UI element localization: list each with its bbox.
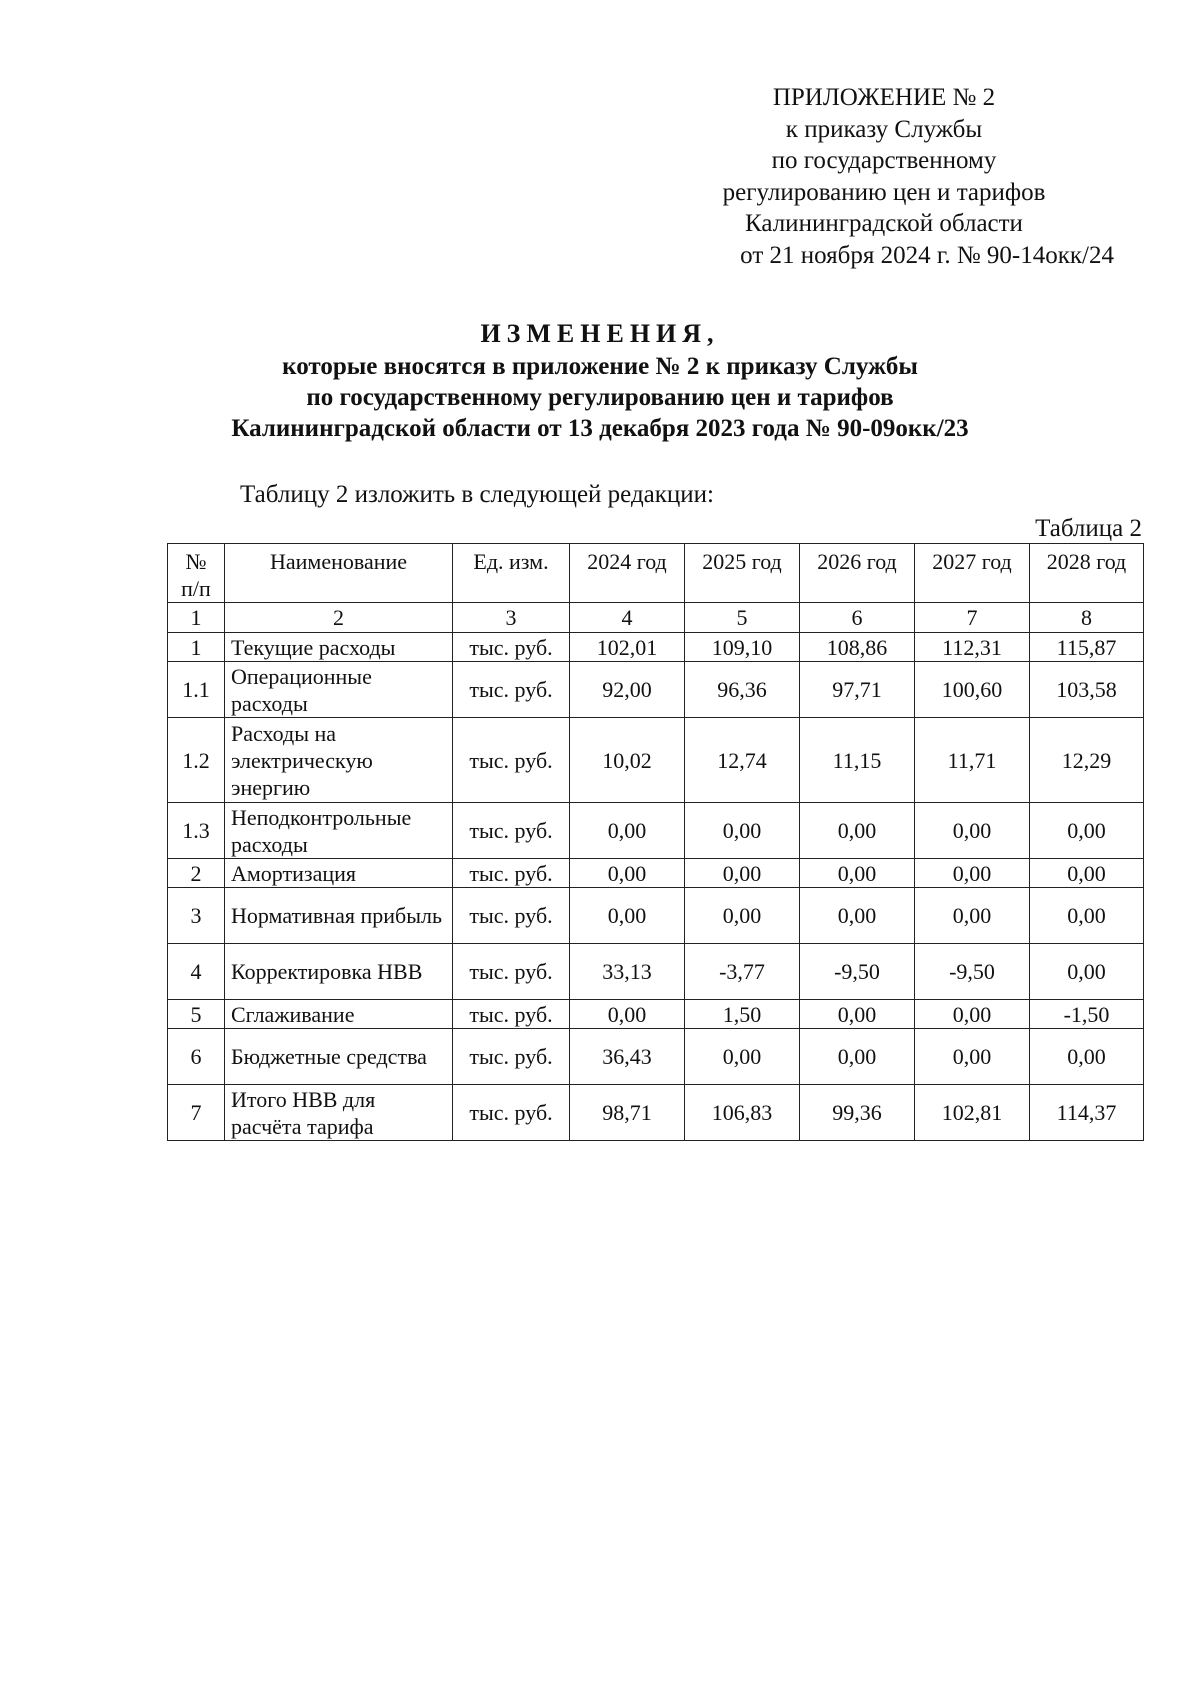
row-number: 5 [168, 1000, 225, 1029]
row-name: Расходы на электрическую энергию [225, 718, 453, 803]
value-cell: 0,00 [1030, 944, 1144, 1000]
row-name: Нормативная прибыль [225, 888, 453, 944]
value-cell: 109,10 [685, 633, 800, 662]
value-cell: 99,36 [800, 1085, 915, 1141]
row-unit: тыс. руб. [453, 633, 570, 662]
value-cell: -9,50 [915, 944, 1030, 1000]
appendix-line: от 21 ноября 2024 г. № 90-14окк/24 [740, 241, 1114, 269]
data-table [167, 543, 1144, 1141]
row-name: Операционные расходы [225, 662, 453, 718]
row-unit: тыс. руб. [453, 944, 570, 1000]
value-cell: 108,86 [800, 633, 915, 662]
table-row [168, 1085, 1144, 1141]
value-cell: 96,36 [685, 662, 800, 718]
row-unit: тыс. руб. [453, 859, 570, 888]
value-cell: 0,00 [685, 803, 800, 859]
table-row [168, 633, 1144, 662]
value-cell: 0,00 [570, 803, 685, 859]
row-unit: тыс. руб. [453, 1085, 570, 1141]
header-row [168, 544, 1144, 603]
appendix-line: ПРИЛОЖЕНИЕ № 2 [772, 84, 996, 111]
table-row [168, 1000, 1144, 1029]
value-cell: 0,00 [915, 1029, 1030, 1085]
row-number: 1.1 [168, 662, 225, 718]
column-number-row [168, 603, 1144, 633]
value-cell: 0,00 [800, 1000, 915, 1029]
value-cell: 12,29 [1030, 718, 1144, 803]
value-cell: 115,87 [1030, 633, 1144, 662]
header-cell: 2026 год [800, 544, 915, 603]
appendix-line: Калининградской области [745, 210, 1023, 237]
row-unit: тыс. руб. [453, 803, 570, 859]
value-cell: 102,81 [915, 1085, 1030, 1141]
value-cell: 1,50 [685, 1000, 800, 1029]
row-number: 3 [168, 888, 225, 944]
title-line: по государственному регулированию цен и тарифов [306, 384, 894, 411]
table-row [168, 1029, 1144, 1085]
row-number: 2 [168, 859, 225, 888]
value-cell: 0,00 [685, 859, 800, 888]
column-number-cell: 3 [453, 603, 570, 633]
appendix-line: к приказу Службы [785, 115, 983, 143]
row-number: 1 [168, 633, 225, 662]
row-number: 6 [168, 1029, 225, 1085]
header-cell: № п/п [168, 544, 225, 603]
row-number: 1.3 [168, 803, 225, 859]
row-name: Текущие расходы [225, 633, 453, 662]
value-cell: 33,13 [570, 944, 685, 1000]
value-cell: 98,71 [570, 1085, 685, 1141]
value-cell: 12,74 [685, 718, 800, 803]
value-cell: 10,02 [570, 718, 685, 803]
appendix-line: регулированию цен и тарифов [722, 178, 1046, 206]
row-number: 7 [168, 1085, 225, 1141]
table-row [168, 944, 1144, 1000]
value-cell: -3,77 [685, 944, 800, 1000]
column-number-cell: 8 [1030, 603, 1144, 633]
appendix-block [654, 82, 1114, 271]
value-cell: 112,31 [915, 633, 1030, 662]
value-cell: -9,50 [800, 944, 915, 1000]
title-heading: ИЗМЕНЕНИЯ, [480, 319, 720, 348]
value-cell: 0,00 [570, 859, 685, 888]
column-number-cell: 1 [168, 603, 225, 633]
value-cell: 0,00 [800, 803, 915, 859]
value-cell: 0,00 [1030, 859, 1144, 888]
column-number-cell: 6 [800, 603, 915, 633]
title-line: которые вносятся в приложение № 2 к приказу Службы [282, 353, 918, 380]
header-cell: 2024 год [570, 544, 685, 603]
table-caption: Таблица 2 [1035, 515, 1142, 542]
row-unit: тыс. руб. [453, 1000, 570, 1029]
value-cell: 114,37 [1030, 1085, 1144, 1141]
value-cell: 0,00 [800, 859, 915, 888]
column-number-cell: 2 [225, 603, 453, 633]
table-row [168, 859, 1144, 888]
table-row [168, 803, 1144, 859]
value-cell: 0,00 [1030, 1029, 1144, 1085]
value-cell: 11,71 [915, 718, 1030, 803]
value-cell: 36,43 [570, 1029, 685, 1085]
value-cell: 103,58 [1030, 662, 1144, 718]
row-name: Сглаживание [225, 1000, 453, 1029]
value-cell: 0,00 [915, 803, 1030, 859]
header-cell: 2025 год [685, 544, 800, 603]
header-cell: Ед. изм. [453, 544, 570, 603]
value-cell: 0,00 [570, 1000, 685, 1029]
value-cell: 0,00 [685, 1029, 800, 1085]
value-cell: 0,00 [915, 1000, 1030, 1029]
value-cell: 106,83 [685, 1085, 800, 1141]
header-cell: 2027 год [915, 544, 1030, 603]
instruction-text: Таблицу 2 изложить в следующей редакции: [240, 481, 714, 508]
value-cell: 97,71 [800, 662, 915, 718]
row-unit: тыс. руб. [453, 1029, 570, 1085]
column-number-cell: 4 [570, 603, 685, 633]
row-name: Итого НВВ для расчёта тарифа [225, 1085, 453, 1141]
appendix-line: по государственному [771, 147, 997, 174]
row-name: Корректировка НВВ [225, 944, 453, 1000]
row-name: Неподконтрольные расходы [225, 803, 453, 859]
value-cell: 0,00 [1030, 803, 1144, 859]
value-cell: 0,00 [1030, 888, 1144, 944]
row-name: Амортизация [225, 859, 453, 888]
header-cell: Наименование [225, 544, 453, 603]
value-cell: 102,01 [570, 633, 685, 662]
value-cell: 0,00 [800, 1029, 915, 1085]
column-number-cell: 7 [915, 603, 1030, 633]
table-row [168, 662, 1144, 718]
value-cell: 0,00 [915, 859, 1030, 888]
row-unit: тыс. руб. [453, 888, 570, 944]
value-cell: 0,00 [570, 888, 685, 944]
table-row [168, 888, 1144, 944]
row-unit: тыс. руб. [453, 718, 570, 803]
value-cell: -1,50 [1030, 1000, 1144, 1029]
row-name: Бюджетные средства [225, 1029, 453, 1085]
row-number: 4 [168, 944, 225, 1000]
value-cell: 0,00 [800, 888, 915, 944]
value-cell: 92,00 [570, 662, 685, 718]
title-line: Калининградской области от 13 декабря 2023 года № 90-09окк/23 [231, 415, 969, 442]
value-cell: 0,00 [685, 888, 800, 944]
column-number-cell: 5 [685, 603, 800, 633]
row-unit: тыс. руб. [453, 662, 570, 718]
header-cell: 2028 год [1030, 544, 1144, 603]
table-row [168, 718, 1144, 803]
row-number: 1.2 [168, 718, 225, 803]
value-cell: 0,00 [915, 888, 1030, 944]
value-cell: 11,15 [800, 718, 915, 803]
value-cell: 100,60 [915, 662, 1030, 718]
document-title [0, 318, 1200, 444]
